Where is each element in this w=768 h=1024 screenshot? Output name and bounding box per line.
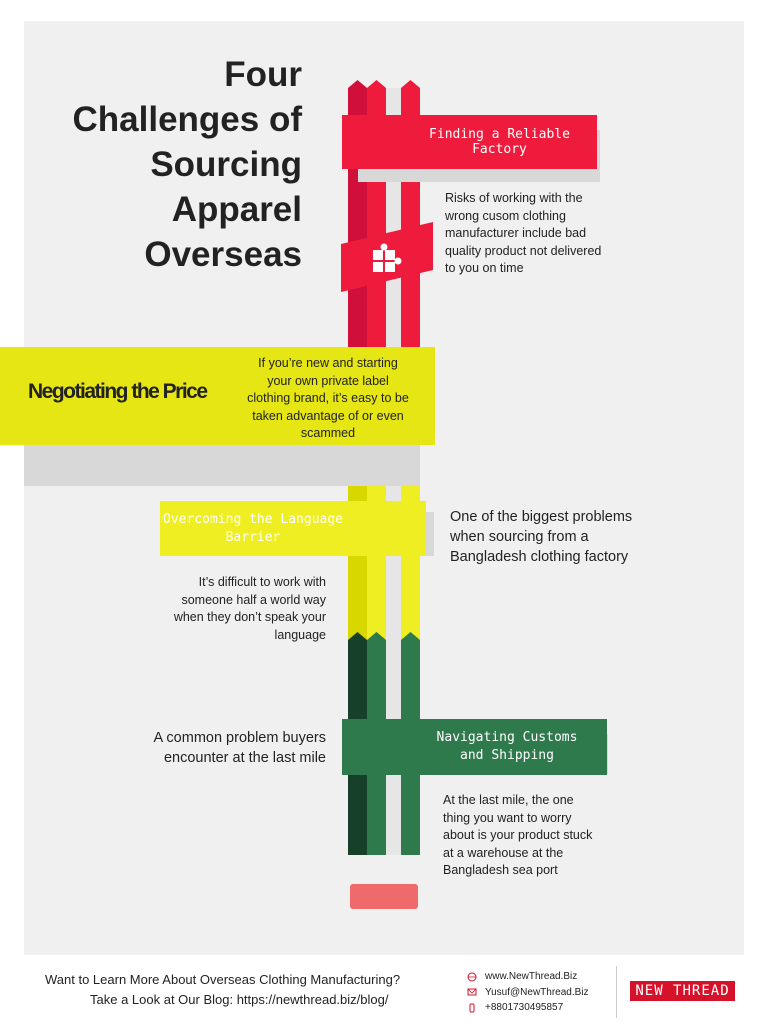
customs-shipping-text: A common problem buyers encounter at the last mile — [153, 730, 326, 766]
banner-language-barrier — [160, 501, 426, 556]
footer-divider — [616, 966, 617, 1018]
globe-icon — [467, 972, 477, 982]
email-link[interactable]: Yusuf@NewThread.Biz — [485, 986, 589, 998]
negotiating-price-text: If you’re new and starting your own private label clothing brand, it’s easy to be taken advantage of or even scammed — [247, 356, 409, 440]
contact-block — [467, 969, 607, 1016]
banner-label: Navigating Customs and Shipping — [436, 730, 578, 763]
finding-factory-text: Risks of working with the wrong cusom clothing manufacturer include bad quality product not delivered to you on time — [445, 191, 602, 275]
footer-line-2[interactable]: Take a Look at Our Blog: https://newthread.biz/blog/ — [90, 992, 389, 1007]
footer-cta — [45, 970, 435, 1010]
phone-icon — [467, 1003, 477, 1013]
banner-label: Overcoming the Language Barrier — [163, 511, 344, 545]
page-title: Four Challenges of Sourcing Apparel Overseas — [72, 55, 302, 274]
banner-customs-shipping — [342, 719, 607, 775]
banner-label: Finding a Reliable Factory — [429, 127, 570, 157]
mail-icon — [467, 987, 477, 997]
pencil-eraser — [350, 884, 418, 909]
customs-shipping-detail: At the last mile, the one thing you want to worry about is your product stuck at a warehouse at the Bangladesh sea port — [443, 793, 593, 877]
language-barrier-text: One of the biggest problems when sourcing from a Bangladesh clothing factory — [450, 509, 633, 565]
footer-line-1: Want to Learn More About Overseas Clothing Manufacturing? — [45, 972, 401, 987]
banner-finding-factory — [342, 115, 597, 169]
negotiating-price-title: Negotiating the Price — [28, 380, 207, 403]
banner-shadow — [24, 442, 420, 486]
phone-number: +8801730495857 — [485, 1002, 564, 1013]
puzzle-badge — [341, 222, 433, 292]
language-barrier-detail: It’s difficult to work with someone half a world way when they don’t speak your language — [173, 575, 326, 642]
website-link[interactable]: www.NewThread.Biz — [485, 971, 578, 982]
newthread-logo: NEW THREAD — [630, 981, 735, 1001]
